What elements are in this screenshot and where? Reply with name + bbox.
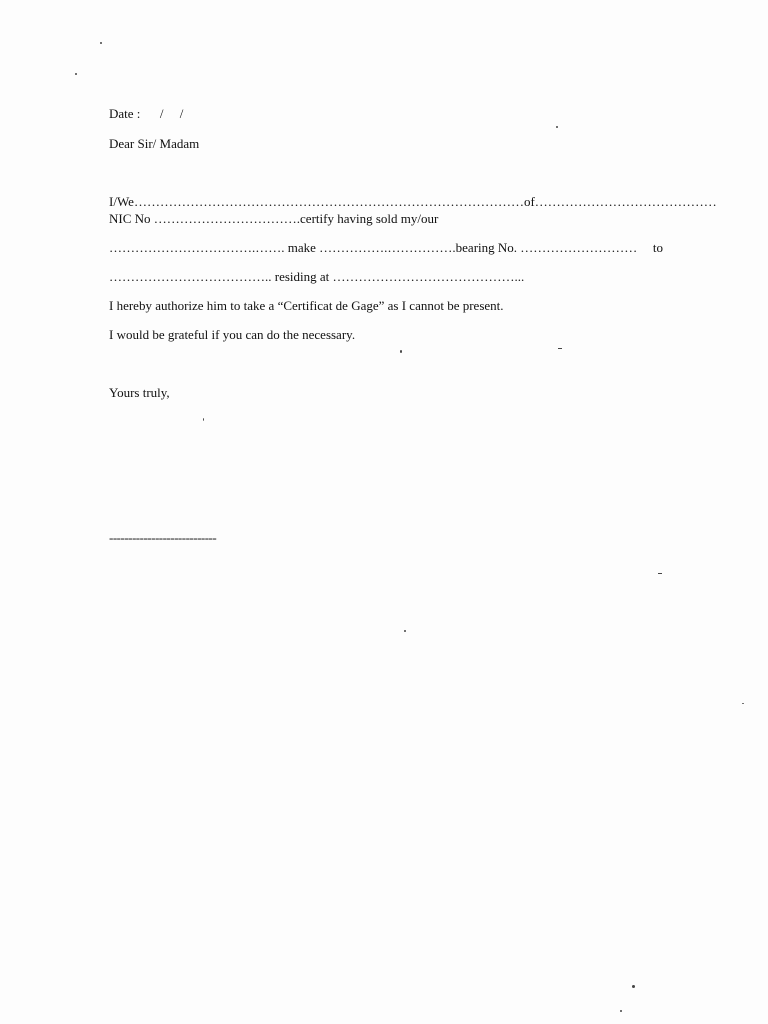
scan-speck — [400, 350, 402, 353]
scan-speck — [404, 630, 406, 632]
scan-speck — [75, 73, 77, 75]
scan-speck — [658, 573, 662, 574]
vehicle-details-text: …………………………….……. make …………….…………….bearing No. ……………………… — [109, 240, 638, 255]
request-sentence: I would be grateful if you can do the necessary. — [109, 327, 356, 342]
name-address-line: I/We………………………………………………………………………………of…………………………………… — [109, 194, 717, 209]
salutation: Dear Sir/ Madam — [109, 136, 200, 151]
scan-speck — [203, 418, 204, 421]
scan-speck — [100, 42, 102, 44]
scan-speck — [556, 126, 558, 128]
scan-speck — [742, 703, 744, 704]
scan-speck — [558, 348, 562, 349]
vehicle-details-to: to — [652, 240, 663, 255]
authorization-sentence: I hereby authorize him to take a “Certificat de Gage” as I cannot be present. — [109, 298, 504, 313]
scan-speck — [620, 1010, 622, 1012]
closing: Yours truly, — [109, 385, 170, 400]
recipient-residing-line: ……………………………….. residing at ……………………………………... — [109, 269, 525, 284]
vehicle-details-line — [109, 240, 663, 256]
date-field: Date : / / — [109, 106, 184, 121]
scan-speck — [632, 985, 635, 988]
signature-line: ---------------------------- — [109, 530, 217, 545]
nic-certify-line: NIC No …………………………….certify having sold my/our — [109, 211, 439, 226]
